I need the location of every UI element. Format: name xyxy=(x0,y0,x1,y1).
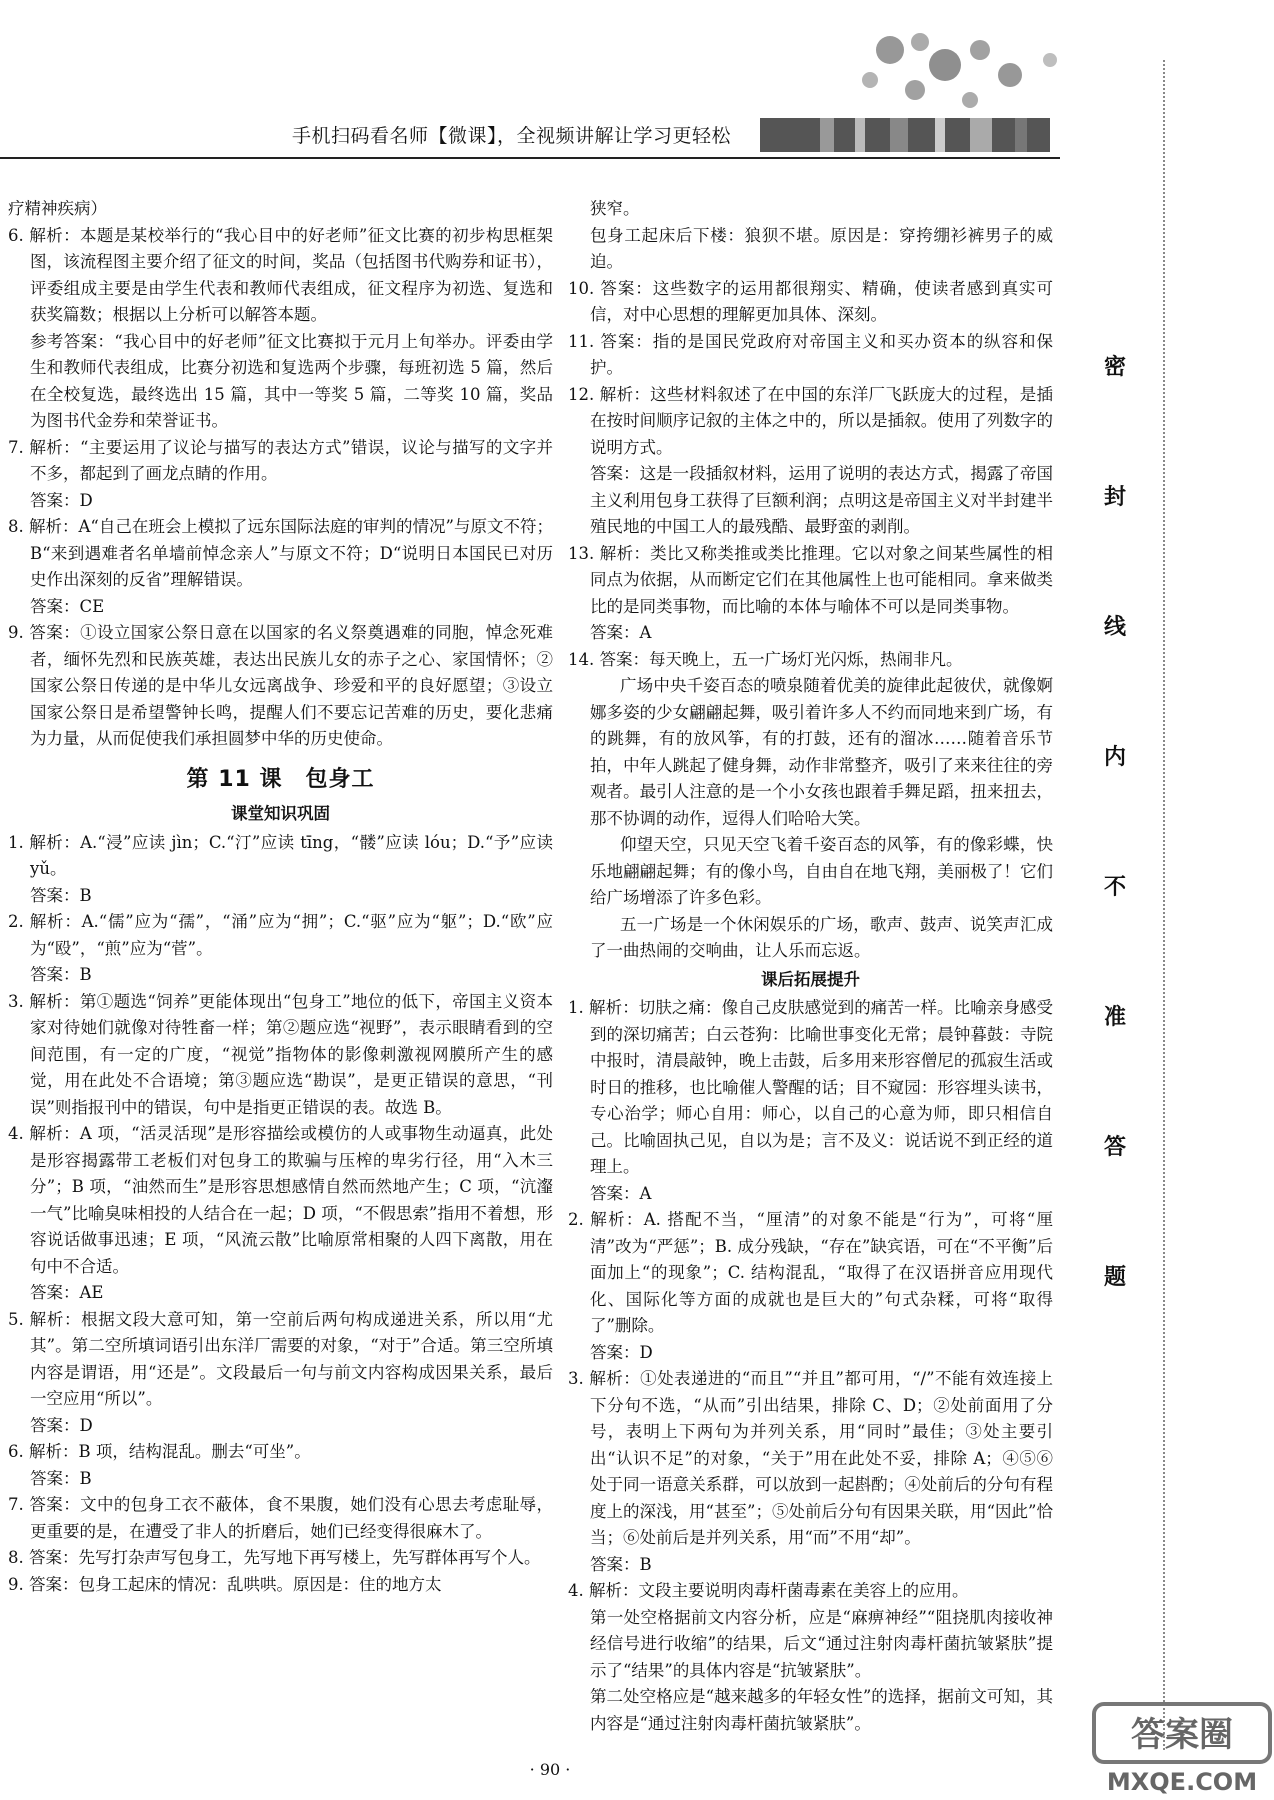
answer-paragraph: 4. 解析：文段主要说明肉毒杆菌毒素在美容上的应用。 xyxy=(568,1581,969,1600)
answer-paragraph: 13. 解析：类比又称类推或类比推理。它以对象之间某些属性的相同点为依据，从而断定它们在其他属性上也可能相同。拿来做类比的是同类事物，而比喻的本体与喻体不可以是同类事物。 xyxy=(568,543,1053,616)
answer-paragraph: 第一处空格据前文内容分析，应是“麻痹神经”“阻挠肌肉接收神经信号进行收缩”的结果，后文“通过注射肉毒杆菌抗皱紧肤”提示了“结果”的具体内容是“抗皱紧肤”。 xyxy=(590,1607,1053,1680)
answer-paragraph: 8. 答案：先写打杂声写包身工，先写地下再写楼上，先写群体再写个人。 xyxy=(8,1548,541,1567)
binding-char: 题 xyxy=(1103,1265,1126,1290)
answer-paragraph: 9. 答案：包身工起床的情况：乱哄哄。原因是：住的地方太 xyxy=(8,1574,442,1594)
answer-paragraph: 9. 答案：①设立国家公祭日意在以国家的名义祭奠遇难的同胞，悼念死难者，缅怀先烈和民族英雄，表达出民族儿女的赤子之心、家国情怀；②国家公祭日传递的是中华儿女远离战争、珍爱和平的良好愿望；③设立国家公祭日是希望警钟长鸣，提醒人们不要忘记苦难的历史，要化悲痛为力量，从而促使我们承担圆梦中华的历史使命。 xyxy=(8,623,553,748)
answer-line: 答案：AE xyxy=(30,1283,104,1302)
answer-paragraph: 1. 解析：A.“浸”应读 jìn；C.“汀”应读 tīng，“髅”应读 lóu；D.“予”应读 yǔ。 xyxy=(8,832,553,878)
binding-char: 密 xyxy=(1103,355,1126,380)
answer-paragraph: 4. 解析：A 项，“活灵活现”是形容描绘或模仿的人或事物生动逼真，此处是形容揭露带工老板们对包身工的欺骗与压榨的卑劣行径，用“入木三分”；B 项，“油然而生”是形容思想感情自然而然地产生；C 项，“沆瀣一气”比喻臭味相投的人结合在一起；D 项，“不假思索”指用不着想，形容说话做事迅速；E 项，“风流云散”比喻原常相聚的人四下离散，用在句中不合适。 xyxy=(8,1124,553,1276)
answer-paragraph: 2. 解析：A. 搭配不当，“厘清”的对象不能是“行为”，可将“厘清”改为“严惩”；B. 成分残缺，“存在”缺宾语，可在“不平衡”后面加上“的现象”；C. 结构混乱，“取得了在汉语拼音应用现代化、国际化等方面的成就也是巨大的”句式杂糅，可将“取得了”删除。 xyxy=(568,1210,1053,1335)
answer-paragraph: 8. 解析：A“自己在班会上模拟了远东国际法庭的审判的情况”与原文不符；B“来到遇难者名单墙前悼念亲人”与原文不符；D“说明日本国民已对历史作出深刻的反省”理解错误。 xyxy=(8,517,553,589)
section-subtitle: 课堂知识巩固 xyxy=(231,804,330,823)
answer-paragraph: 第二处空格应是“越来越多的年轻女性”的选择，据前文可知，其内容是“通过注射肉毒杆菌抗皱紧肤”。 xyxy=(590,1687,1053,1733)
answer-paragraph: 6. 解析：本题是某校举行的“我心目中的好老师”征文比赛的初步构思框架图，该流程图主要介绍了征文的时间，奖品（包括图书代购券和证书），评委组成主要是由学生代表和教师代表组成，征文程序为初选、复选和获奖篇数；根据以上分析可以解答本题。 xyxy=(8,225,553,324)
answer-line: 答案：B xyxy=(30,965,92,984)
svg-text:MXQE.COM: MXQE.COM xyxy=(1106,1768,1258,1796)
binding-char: 答 xyxy=(1103,1135,1126,1160)
answer-line: 答案：D xyxy=(590,1342,653,1362)
answer-paragraph: 12. 解析：这些材料叙述了在中国的东洋厂飞跃庞大的过程，是插在按时间顺序记叙的主体之中的，所以是插叙。使用了列数字的说明方式。 xyxy=(568,384,1053,457)
lesson-title: 第 11 课 包身工 xyxy=(186,766,375,792)
answer-paragraph: 7. 解析：“主要运用了议论与描写的表达方式”错误，议论与描写的文字并不多，都起到了画龙点睛的作用。 xyxy=(8,437,553,483)
right-column xyxy=(568,196,1053,1737)
answer-line: 答案：D xyxy=(30,490,93,510)
binding-char: 不 xyxy=(1103,875,1126,900)
answer-line: 答案：A xyxy=(590,1183,652,1203)
answer-paragraph: 11. 答案：指的是国民党政府对帝国主义和买办资本的纵容和保护。 xyxy=(568,331,1053,377)
answer-line: 答案：B xyxy=(590,1554,652,1574)
essay-paragraph: 仰望天空，只见天空飞着千姿百态的风筝，有的像彩蝶，快乐地翩翩起舞；有的像小鸟，自由自在地飞翔，美丽极了！它们给广场增添了许多色彩。 xyxy=(590,835,1053,907)
answer-paragraph: 10. 答案：这些数字的运用都很翔实、精确，使读者感到真实可信，对中心思想的理解更加具体、深刻。 xyxy=(568,278,1053,324)
essay-paragraph: 五一广场是一个休闲娱乐的广场，歌声、鼓声、说笑声汇成了一曲热闹的交响曲，让人乐而忘返。 xyxy=(590,914,1053,960)
svg-text:答案圈: 答案圈 xyxy=(1131,1715,1233,1755)
answer-paragraph: 14. 答案：每天晚上，五一广场灯光闪烁，热闹非凡。 xyxy=(568,649,963,669)
answer-paragraph: 2. 解析：A.“儒”应为“孺”，“涌”应为“拥”；C.“驱”应为“躯”；D.“欧”应为“殴”，“煎”应为“菅”。 xyxy=(8,912,553,958)
answer-paragraph: 包身工起床后下楼：狼狈不堪。原因是：穿挎绷衫裤男子的威迫。 xyxy=(590,225,1053,271)
watermark-logo xyxy=(1090,1700,1274,1798)
binding-char: 线 xyxy=(1103,615,1126,640)
answer-line: 答案：CE xyxy=(30,596,105,616)
section-subtitle: 课后拓展提升 xyxy=(761,969,860,989)
answer-line: 答案：B xyxy=(30,885,92,905)
binding-char: 内 xyxy=(1103,745,1126,770)
answer-paragraph: 3. 解析：第①题选“饲养”更能体现出“包身工”地位的低下，帝国主义资本家对待她们就像对待牲畜一样；第②题应选“视野”，表示眼睛看到的空间范围，有一定的广度，“视觉”指物体的影像刺激视网膜所产生的感觉，用在此处不合语境；第③题应选“勘误”，是更正错误的意思，“刊误”则指报刊中的错误，句中是指更正错误的表。故选 B。 xyxy=(8,991,553,1117)
essay-paragraph: 广场中央千姿百态的喷泉随着优美的旋律此起彼伏，就像婀娜多姿的少女翩翩起舞，吸引着许多人不约而同地来到广场，有的跳舞，有的放风筝，有的打鼓，还有的溜冰……随着音乐节拍，中年人跳起了健身舞，动作非常整齐，吸引了来来往往的旁观者。最引人注意的是一个小女孩也跟着手舞足蹈，扭来扭去，那不协调的动作，逗得人们哈哈大笑。 xyxy=(590,676,1053,828)
answer-paragraph: 5. 解析：根据文段大意可知，第一空前后两句构成递进关系，所以用“尤其”。第二空所填词语引出东洋厂需要的对象，“对于”合适。第三空所填内容是谓语，用“还是”。文段最后一句与前文内容构成因果关系，最后一空应用“所以”。 xyxy=(8,1309,553,1408)
answer-line: 答案：D xyxy=(30,1415,93,1435)
answer-paragraph: 7. 答案：文中的包身工衣不蔽体，食不果腹，她们没有心思去考虑耻辱，更重要的是，在遭受了非人的折磨后，她们已经变得很麻木了。 xyxy=(8,1495,553,1541)
answer-line: 答案：A xyxy=(590,623,652,642)
page-number: · 90 · xyxy=(529,1760,571,1779)
header-slogan: 手机扫码看名师【微课】，全视频讲解让学习更轻松 xyxy=(292,125,732,147)
left-column xyxy=(8,196,553,1598)
answer-paragraph: 1. 解析：切肤之痛：像自己皮肤感觉到的痛苦一样。比喻亲身感受到的深切痛苦；白云苍狗：比喻世事变化无常；晨钟暮鼓：寺院中报时，清晨敲钟，晚上击鼓，后多用来形容僧尼的孤寂生活或时日的推移，也比喻催人警醒的话；目不窥园：形容埋头读书，专心治学；师心自用：师心，以自己的心意为师，即只相信自己。比喻固执己见，自以为是；言不及义：说话说不到正经的道理上。 xyxy=(568,998,1053,1176)
header-band xyxy=(760,118,1050,152)
answer-paragraph: 6. 解析：B 项，结构混乱。删去“可坐”。 xyxy=(8,1442,311,1461)
binding-char: 封 xyxy=(1103,485,1126,510)
binding-char: 准 xyxy=(1103,1005,1126,1030)
answer-paragraph: 疗精神疾病） xyxy=(8,199,107,218)
binding-dotted-line xyxy=(1163,60,1166,1750)
answer-paragraph: 答案：这是一段插叙材料，运用了说明的表达方式，揭露了帝国主义利用包身工获得了巨额利润；点明这是帝国主义对半封建半殖民地的中国工人的最残酷、最野蛮的剥削。 xyxy=(590,464,1053,536)
answer-line: 答案：B xyxy=(30,1468,92,1488)
answer-paragraph: 3. 解析：①处表递进的“而且”“并且”都可用，“/”不能有效连接上下分句不选，“从而”引出结果，排除 C、D；②处前面用了分号，表明上下两句为并列关系，用“同时”最佳；③处主要引出“认识不足”的对象，“关于”用在此处不妥，排除 A；④⑤⑥处于同一语意关系群，可以放到一起斟酌；④处前后的分句有程度上的深浅，用“甚至”；⑤处前后分句有因果关联，用“因此”恰当；⑥处前后是并列关系，用“而”不用“却”。 xyxy=(568,1369,1053,1547)
answer-paragraph: 狭窄。 xyxy=(590,199,640,218)
header-rule xyxy=(0,157,1060,159)
answer-paragraph: 参考答案：“我心目中的好老师”征文比赛拟于元月上旬举办。评委由学生和教师代表组成，比赛分初选和复选两个步骤，每班初选 5 篇，然后在全校复选，最终选出 15 篇，其中一等奖 5 篇，二等奖 10 篇，奖品为图书代金券和荣誉证书。 xyxy=(30,331,553,430)
